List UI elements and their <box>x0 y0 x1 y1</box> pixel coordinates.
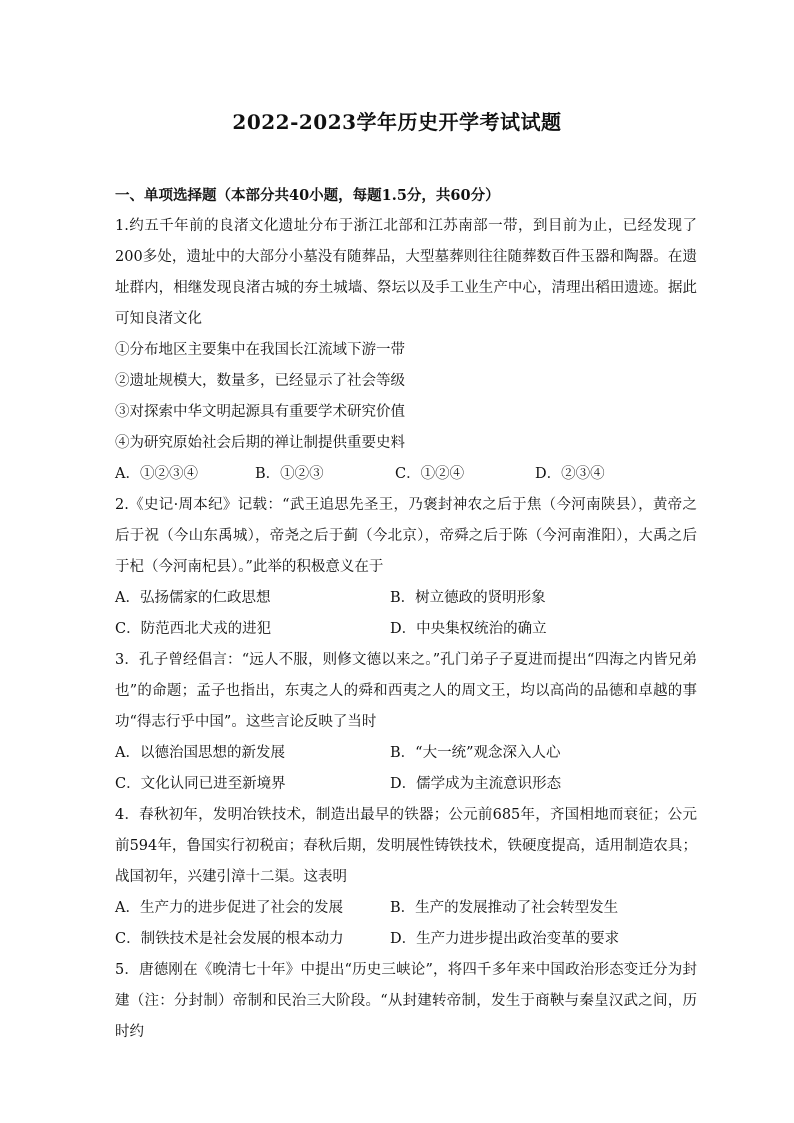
option-c: C．制铁技术是社会发展的根本动力 <box>115 931 344 947</box>
question-4-stem: 4．春秋初年，发明冶铁技术，制造出最早的铁器；公元前685年，齐国相地而衰征；公元前594年，鲁国实行初税亩；春秋后期，发明展性铸铁技术，铁硬度提高，适用制造农具；战国初年，兴建引漳十二渠。这表明 <box>115 807 697 885</box>
question-1-statement: ③对探索中华文明起源具有重要学术研究价值 <box>115 404 405 420</box>
option-a: A．以德治国思想的新发展 <box>115 745 285 761</box>
document-body <box>115 180 697 1048</box>
question-2-stem: 2.《史记·周本纪》记载：“武王追思先圣王，乃褒封神农之后于焦（今河南陕县），黄帝之后于祝（今山东禹城），帝尧之后于蓟（今北京），帝舜之后于陈（今河南淮阳），大禹之后于杞（今河南杞县）。”此举的积极意义在于 <box>115 497 697 575</box>
option-d: D．儒学成为主流意识形态 <box>390 776 562 792</box>
question-3-options-row1 <box>115 738 697 769</box>
option-a: A．①②③④ <box>115 466 198 482</box>
question-1-statement: ②遗址规模大，数量多，已经显示了社会等级 <box>115 373 405 389</box>
option-d: D．生产力进步提出政治变革的要求 <box>390 931 620 947</box>
question-4-options-row2 <box>115 924 697 955</box>
question-5-stem: 5．唐德刚在《晚清七十年》中提出“历史三峡论”，将四千多年来中国政治形态变迁分为封建（注：分封制）帝制和民治三大阶段。“从封建转帝制，发生于商鞅与秦皇汉武之间，历时约 <box>115 962 697 1040</box>
option-a: A．弘扬儒家的仁政思想 <box>115 590 271 606</box>
option-b: B．①②③ <box>255 466 324 482</box>
option-d: D．②③④ <box>535 466 605 482</box>
option-b: B．树立德政的贤明形象 <box>390 590 546 606</box>
option-d: D．中央集权统治的确立 <box>390 621 547 637</box>
question-2-options-row2 <box>115 614 697 645</box>
question-1-options <box>115 459 697 490</box>
question-1-statement: ④为研究原始社会后期的禅让制提供重要史料 <box>115 435 405 451</box>
option-b: B．“大一统”观念深入人心 <box>390 745 561 761</box>
question-2-options-row1 <box>115 583 697 614</box>
option-a: A．生产力的进步促进了社会的发展 <box>115 900 343 916</box>
option-c: C．文化认同已进至新境界 <box>115 776 286 792</box>
question-1-statement: ①分布地区主要集中在我国长江流域下游一带 <box>115 342 405 358</box>
question-3-options-row2 <box>115 769 697 800</box>
question-3-stem: 3．孔子曾经倡言：“远人不服，则修文德以来之。”孔门弟子子夏进而提出“四海之内皆兄弟也”的命题；孟子也指出，东夷之人的舜和西夷之人的周文王，均以高尚的品德和卓越的事功“得志行乎中国”。这些言论反映了当时 <box>115 652 697 730</box>
question-4-options-row1 <box>115 893 697 924</box>
question-1-stem: 1.约五千年前的良渚文化遗址分布于浙江北部和江苏南部一带，到目前为止，已经发现了200多处，遗址中的大部分小墓没有随葬品，大型墓葬则往往随葬数百件玉器和陶器。在遗址群内，相继发现良渚古城的夯土城墙、祭坛以及手工业生产中心，清理出稻田遗迹。据此可知良渚文化 <box>115 218 697 327</box>
option-b: B．生产的发展推动了社会转型发生 <box>390 900 619 916</box>
option-c: C．①②④ <box>395 466 465 482</box>
section-heading: 一、单项选择题（本部分共40小题，每题1.5分，共60分） <box>115 187 500 204</box>
option-c: C．防范西北犬戎的进犯 <box>115 621 272 637</box>
page-title: 2022-2023学年历史开学考试试题 <box>232 110 562 134</box>
